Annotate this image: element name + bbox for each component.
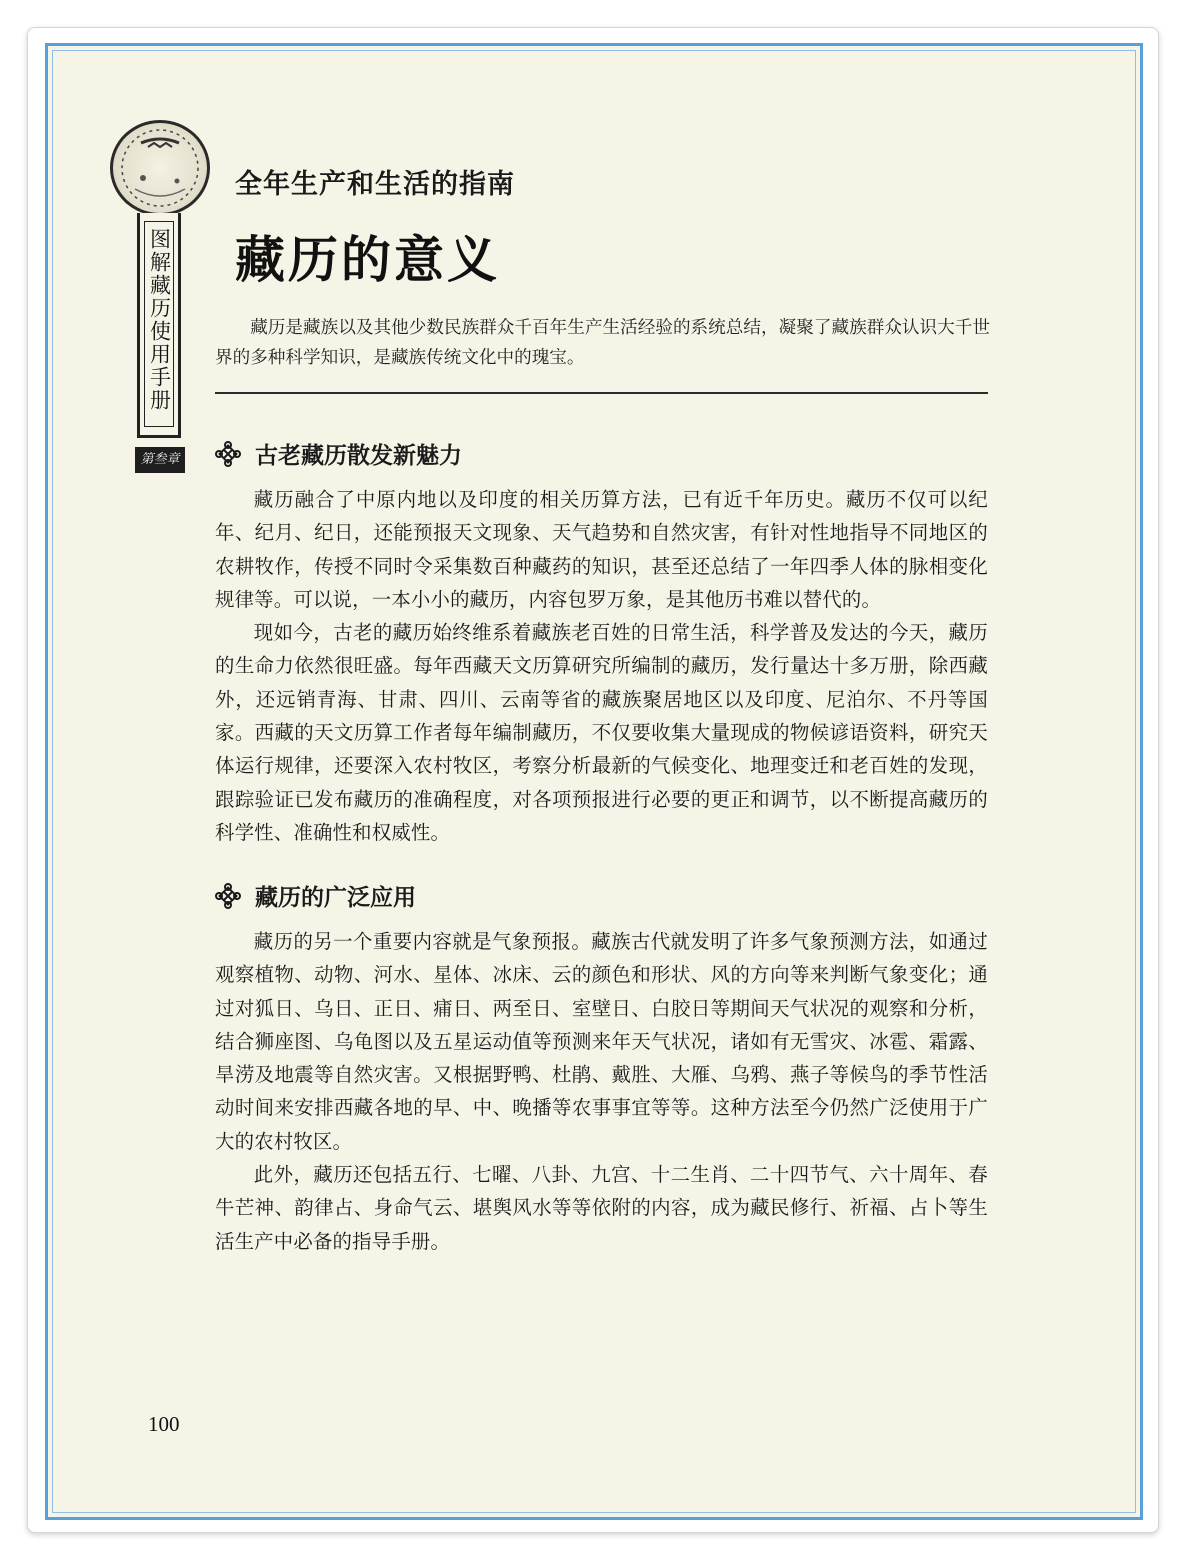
page-title: 藏历的意义 xyxy=(235,231,500,289)
section-heading-1 xyxy=(215,437,462,470)
paragraph: 现如今，古老的藏历始终维系着藏族老百姓的日常生活，科学普及发达的今天，藏历的生命力依然很旺盛。每年西藏天文历算研究所编制的藏历，发行量达十多万册，除西藏外，还远销青海、甘肃、四川、云南等省的藏族聚居地区以及印度、尼泊尔、不丹等国家。西藏的天文历算工作者每年编制藏历，不仅要收集大量现成的物候谚语资料，研究天体运行规律，还要深入农村牧区，考察分析最新的气候变化、地理变迁和老百姓的发现，跟踪验证已发布藏历的准确程度，对各项预报进行必要的更正和调节，以不断提高藏历的科学性、准确性和权威性。 xyxy=(215,621,988,844)
seal-emblem xyxy=(110,120,210,216)
paragraph: 藏历融合了中原内地以及印度的相关历算方法，已有近千年历史。藏历不仅可以纪年、纪月、纪日，还能预报天文现象、天气趋势和自然灾害，有针对性地指导不同地区的农耕牧作，传授不同时令采集数百种藏药的知识，甚至还总结了一年四季人体的脉相变化规律等。可以说，一本小小的藏历，内容包罗万象，是其他历书难以替代的。 xyxy=(215,488,988,611)
intro-paragraph: 藏历是藏族以及其他少数民族群众千百年生产生活经验的系统总结，凝聚了藏族群众认识大千世界的多种科学知识，是藏族传统文化中的瑰宝。 xyxy=(215,318,990,368)
page-number: 100 xyxy=(148,1412,180,1436)
page-subtitle: 全年生产和生活的指南 xyxy=(235,169,515,200)
section-body-1 xyxy=(215,483,988,849)
paragraph: 此外，藏历还包括五行、七曜、八卦、九宫、十二生肖、二十四节气、六十周年、春牛芒神、韵律占、身命气云、堪舆风水等等依附的内容，成为藏民修行、祈福、占卜等生活生产中必备的指导手册。 xyxy=(215,1163,988,1253)
section-heading-text: 藏历的广泛应用 xyxy=(255,885,416,911)
knot-bullet-icon xyxy=(215,883,241,909)
section-heading-text: 古老藏历散发新魅力 xyxy=(255,443,462,469)
paragraph: 藏历的另一个重要内容就是气象预报。藏族古代就发明了许多气象预测方法，如通过观察植物、动物、河水、星体、冰床、云的颜色和形状、风的方向等来判断气象变化；通过对狐日、乌日、正日、痡日、两至日、室壁日、白胶日等期间天气状况的观察和分析，结合狮座图、乌龟图以及五星运动值等预测来年天气状况，诸如有无雪灾、冰雹、霜露、旱涝及地震等自然灾害。又根据野鸭、杜鹃、戴胜、大雁、乌鸦、燕子等候鸟的季节性活动时间来安排西藏各地的早、中、晚播等农事事宜等等。这种方法至今仍然广泛使用于广大的农村牧区。 xyxy=(215,930,988,1153)
book-title: 图解藏历使用手册 xyxy=(147,228,172,412)
divider xyxy=(215,392,988,394)
chapter-tab: 第叁章 xyxy=(135,447,185,473)
section-heading-2 xyxy=(215,879,416,912)
book-title-panel xyxy=(137,213,181,438)
section-body-2 xyxy=(215,925,988,1258)
knot-bullet-icon xyxy=(215,441,241,467)
seal-emblem-icon xyxy=(113,123,207,213)
